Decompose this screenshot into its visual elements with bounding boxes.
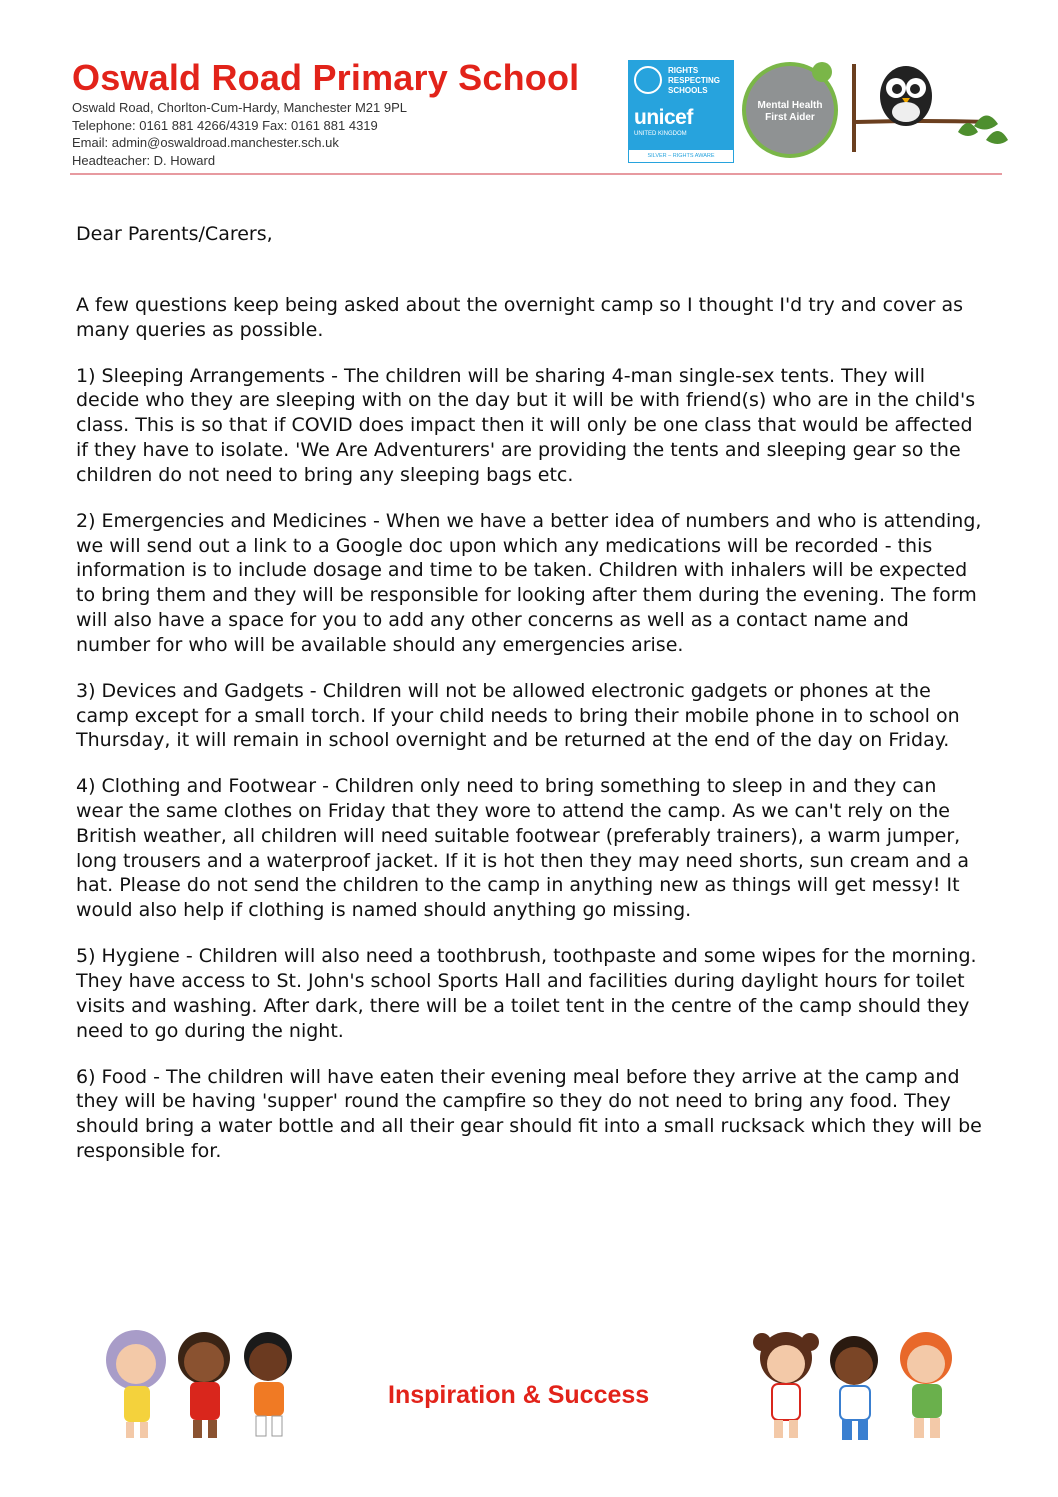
rights-respecting-schools-icon — [634, 66, 662, 94]
school-address: Oswald Road, Chorlton-Cum-Hardy, Manchester M21 9PL — [72, 100, 408, 115]
school-motto: Inspiration & Success — [388, 1381, 650, 1409]
mental-health-first-aider-icon — [812, 62, 832, 82]
rights-respecting-text: RIGHTS RESPECTING SCHOOLS — [668, 66, 721, 95]
salutation: Dear Parents/Carers, — [76, 223, 273, 245]
letter-body — [76, 222, 988, 1185]
school-name: Oswald Road Primary School — [72, 57, 580, 98]
email-address: Email: admin@oswaldroad.manchester.sch.uk — [72, 135, 339, 150]
three-children-right-icon — [748, 1322, 966, 1444]
sleeping-arrangements-paragraph: 1) Sleeping Arrangements - The children will be sharing 4-man single-sex tents. They will decide who they are sleeping with on the day but it will be with friend(s) who are in the child's class. This is so that if COVID does impact then it will only be one class that would be affected if they have to isolate. 'We Are Adventurers' are providing the tents and sleeping gear so the children do not need to bring any sleeping bags etc. — [76, 364, 976, 486]
headteacher: Headteacher: D. Howard — [72, 152, 216, 168]
award-level: SILVER – RIGHTS AWARE — [628, 149, 734, 163]
emergencies-medicines-paragraph: 2) Emergencies and Medicines - When we have a better idea of numbers and who is attending, we will send out a link to a Google doc upon which any medications will be recorded - this information is to include dosage and time to be taken. Children with inhalers will be expected to bring them and they will be responsible for looking after them during the evening. The form will also have a space for you to add any other concerns as well as a contact name and number for who will be available should any emergencies arise. — [76, 509, 982, 656]
devices-gadgets-paragraph: 3) Devices and Gadgets - Children will not be allowed electronic gadgets or phones at the camp except for a small torch. If your child needs to bring their mobile phone in to school on Thursday, it will remain in school overnight and be returned at the end of the day on Friday. — [76, 679, 960, 752]
hygiene-paragraph: 5) Hygiene - Children will also need a toothbrush, toothpaste and some wipes for the morning. They have access to St. John's school Sports Hall and facilities during daylight hours for toilet visits and washing. After dark, there will be a toilet tent in the centre of the camp should they need to go during the night. — [76, 945, 977, 1042]
three-children-left-icon — [96, 1320, 310, 1442]
owl-on-branch-icon — [850, 62, 1010, 154]
intro-paragraph: A few questions keep being asked about the overnight camp so I thought I'd try and cover as many queries as possible. — [76, 293, 963, 341]
mental-health-text: Mental Health First Aider — [757, 100, 823, 123]
mental-health-first-aider-badge — [742, 62, 838, 158]
unicef-wordmark: unicef — [634, 106, 693, 129]
unicef-subtitle: UNITED KINGDOM — [634, 131, 687, 137]
telephone-fax: Telephone: 0161 881 4266/4319 Fax: 0161 881 4319 — [72, 117, 378, 133]
header-divider — [70, 173, 1002, 175]
clothing-footwear-paragraph: 4) Clothing and Footwear - Children only need to bring something to sleep in and they can wear the same clothes on Friday that they wore to attend the camp. As we can't rely on the British weather, all children will need suitable footwear (preferably trainers), a warm jumper, long trousers and a waterproof jacket. If it is hot then they may need shorts, sun cream and a hat. Please do not send the children to the camp in anything new as things will get messy! It would also help if clothing is named should anything go missing. — [76, 775, 969, 922]
rights-respecting-schools-badge — [628, 60, 734, 163]
food-paragraph: 6) Food - The children will have eaten their evening meal before they arrive at the camp and they will be having 'supper' round the campfire so they do not need to bring any food. They should bring a water bottle and all their gear should fit into a small rucksack which they will be responsible for. — [76, 1065, 982, 1163]
letterhead — [0, 0, 1058, 180]
contact-details — [72, 99, 407, 169]
